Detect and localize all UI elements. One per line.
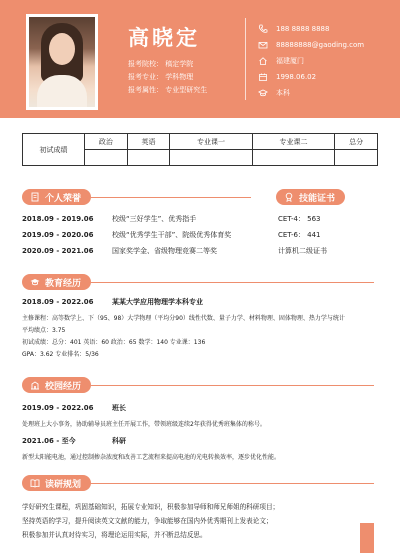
profile-photo [26,14,98,110]
score-cell [252,150,334,166]
score-table [22,133,378,166]
badge-icon [284,192,294,202]
education-title: 教育经历 [45,278,82,289]
mail-icon [258,40,268,50]
education-courses: 主修课程：高等数学上、下（95、98）大学物理（平均分90）线性代数、量子力学、材料物理、固体物理、热力学与统计 [22,315,345,322]
score-col-politics: 政治 [85,134,128,150]
education-entry: 2018.09 - 2022.06 某某大学应用物理学本科专业 [22,298,203,306]
contact-phone [258,24,329,34]
phone-icon [258,24,268,34]
building-icon [30,380,40,390]
certs-header [276,189,345,205]
target-major: 报考专业： 学科物理 [128,73,194,81]
certificate-icon [30,192,40,202]
campus-pill [22,377,91,393]
candidate-name: 高晓定 [128,26,200,50]
phone-text: 188 8888 8888 [276,25,330,33]
campus-rule [91,385,374,386]
graduation-cap-icon [30,277,40,287]
header-divider [245,18,246,100]
campus-desc: 处理班上大小事务，协助辅导员班主任开展工作，带领班级连续2年获得优秀班集体的称号。 [22,421,266,428]
plan-header [22,475,374,491]
education-pill [22,274,91,290]
certs-pill [276,189,345,205]
honors-title: 个人荣誉 [45,193,82,204]
degree-text: 本科 [276,89,290,97]
education-header [22,274,374,290]
score-cell [335,150,378,166]
score-cell [85,150,128,166]
plan-title: 读研规划 [45,479,82,490]
plan-pill [22,475,91,491]
score-col-major2: 专业课二 [252,134,334,150]
education-rule [91,282,374,283]
cert-item: 计算机二级证书 [278,247,327,255]
contact-location [258,56,304,66]
certs-title: 技能证书 [299,193,336,204]
cert-item: CET-4： 563 [278,215,321,223]
home-icon [258,56,268,66]
campus-title: 校园经历 [45,381,82,392]
honor-item: 2020.09 - 2021.06 国家奖学金、省级物理竞赛二等奖 [22,247,217,255]
graduation-cap-icon [258,88,268,98]
education-gpa: GPA：3.62 专业排名：5/36 [22,351,99,358]
education-exam-scores: 初试成绩：总分：401 英语：60 政治：65 数学：140 专业课：136 [22,339,206,346]
campus-entry: 2019.09 - 2022.06 班长 [22,404,126,412]
honors-rule [91,197,251,198]
campus-desc: 新型太阳能电池，通过控制掺杂浓度和改善工艺流程来提高电池的光电转换效率，逐步优化性能。 [22,454,281,461]
education-gpa-avg: 平均绩点：3.75 [22,327,66,334]
score-col-english: 英语 [127,134,170,150]
birth-text: 1998.06.02 [276,73,317,81]
honor-item: 2018.09 - 2019.06 校级“三好学生”、优秀指手 [22,215,197,223]
honors-header [22,189,251,205]
plan-line: 坚持英语的学习，提升阅读英文文献的能力，争取能够在国内外优秀期刊上发表论文； [22,517,273,525]
campus-header [22,377,374,393]
score-cell [170,150,252,166]
plan-line: 学好研究生课程，巩固基础知识，拓展专业知识，积极参加导师和师兄师姐的科研项目； [22,503,280,511]
score-col-total: 总分 [335,134,378,150]
contact-birth [258,72,316,82]
score-row-label: 初试成绩 [23,134,85,166]
email-text: 88888888@gaoding.com [276,41,365,49]
honors-pill [22,189,91,205]
campus-entry: 2021.06 - 至今 科研 [22,437,126,445]
plan-line: 积极参加并认真对待实习，将理论运用实际，并不断总结反思。 [22,531,207,539]
cert-item: CET-6： 441 [278,231,321,239]
location-text: 福建厦门 [276,57,304,65]
contact-degree [258,88,290,98]
resume-header [0,0,400,118]
calendar-icon [258,72,268,82]
book-icon [30,478,40,488]
score-col-major1: 专业课一 [170,134,252,150]
contact-email [258,40,364,50]
target-school: 报考院校： 稿定学院 [128,60,194,68]
decorative-bar [360,523,374,553]
honor-item: 2019.09 - 2020.06 校级“优秀学生干部”、院级优秀体育奖 [22,231,232,239]
score-cell [127,150,170,166]
plan-rule [91,483,374,484]
target-type: 报考属性： 专业型研究生 [128,86,208,94]
